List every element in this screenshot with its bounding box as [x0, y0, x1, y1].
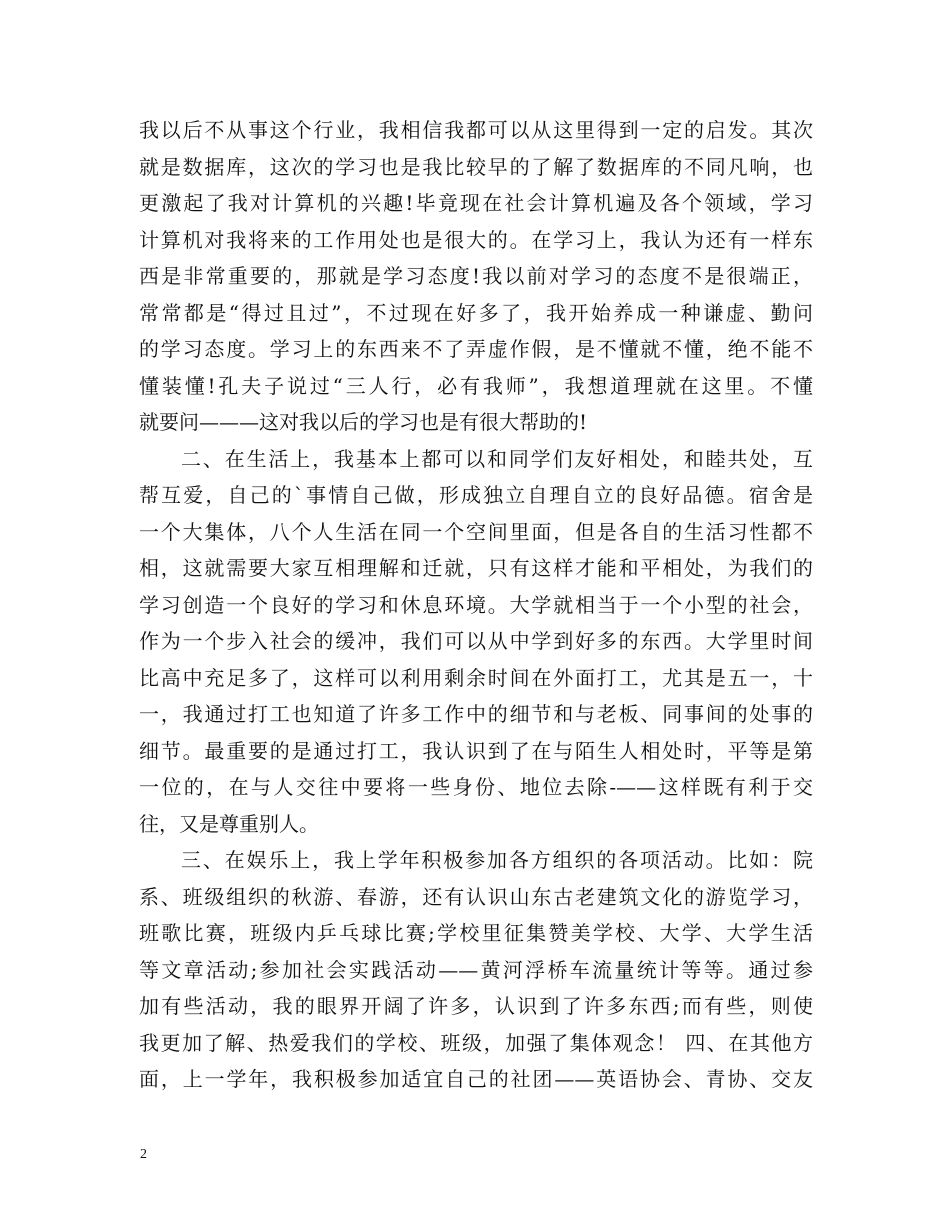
text-line: 相，这就需要大家互相理解和迁就，只有这样才能和平相处，为我们的 — [139, 556, 813, 580]
text-line: 帮互爱，自己的`事情自己做，形成独立自理自立的良好品德。宿舍是 — [139, 483, 813, 507]
text-line: 我更加了解、热爱我们的学校、班级，加强了集体观念！ 四、在其他方 — [139, 1030, 813, 1055]
text-line: 三、在娱乐上，我上学年积极参加各方组织的各项活动。比如：院 — [181, 848, 813, 872]
text-line: 一位的，在与人交往中要将一些身份、地位去除-——这样既有利于交 — [139, 775, 813, 799]
text-line: 细节。最重要的是通过打工，我认识到了在与陌生人相处时，平等是第 — [139, 738, 813, 763]
text-line: 往，又是尊重别人。 — [139, 811, 319, 836]
text-line: 加有些活动，我的眼界开阔了许多，认识到了许多东西;而有些，则使 — [139, 994, 813, 1018]
text-line: 就是数据库，这次的学习也是我比较早的了解了数据库的不同凡响，也 — [139, 154, 813, 179]
text-line: 一，我通过打工也知道了许多工作中的细节和与老板、同事间的处事的 — [139, 702, 813, 726]
text-line: 的学习态度。学习上的东西来不了弄虚作假，是不懂就不懂，绝不能不 — [139, 337, 813, 361]
text-line: 作为一个步入社会的缓冲，我们可以从中学到好多的东西。大学里时间 — [139, 629, 813, 653]
text-line: 学习创造一个良好的学习和休息环境。大学就相当于一个小型的社会， — [139, 592, 813, 617]
body-text — [139, 112, 813, 1098]
text-line: 班歌比赛，班级内乒乓球比赛;学校里征集赞美学校、大学、大学生活 — [139, 921, 813, 945]
text-line: 更激起了我对计算机的兴趣!毕竟现在社会计算机遍及各个领域，学习 — [139, 191, 813, 215]
text-line: 计算机对我将来的工作用处也是很大的。在学习上，我认为还有一样东 — [139, 227, 813, 252]
text-line: 系、班级组织的秋游、春游，还有认识山东古老建筑文化的游览学习， — [139, 884, 813, 909]
text-line: 比高中充足多了，这样可以利用剩余时间在外面打工，尤其是五一，十 — [139, 665, 813, 690]
text-line: 等文章活动;参加社会实践活动——黄河浮桥车流量统计等等。通过参 — [139, 957, 813, 982]
text-line: 西是非常重要的，那就是学习态度!我以前对学习的态度不是很端正， — [139, 264, 813, 288]
text-line: 懂装懂!孔夫子说过“三人行，必有我师”，我想道理就在这里。不懂 — [139, 373, 813, 398]
text-line: 二、在生活上，我基本上都可以和同学们友好相处，和睦共处，互 — [181, 446, 813, 471]
text-line: 面，上一学年，我积极参加适宜自己的社团——英语协会、青协、交友 — [139, 1067, 813, 1091]
page-number: 2 — [140, 1147, 147, 1162]
text-line: 一个大集体，八个人生活在同一个空间里面，但是各自的生活习性都不 — [139, 519, 813, 544]
text-line: 常常都是“得过且过”，不过现在好多了，我开始养成一种谦虚、勤问 — [139, 300, 813, 325]
text-line: 就要问———这对我以后的学习也是有很大帮助的! — [139, 410, 588, 434]
text-line: 我以后不从事这个行业，我相信我都可以从这里得到一定的启发。其次 — [139, 118, 813, 142]
